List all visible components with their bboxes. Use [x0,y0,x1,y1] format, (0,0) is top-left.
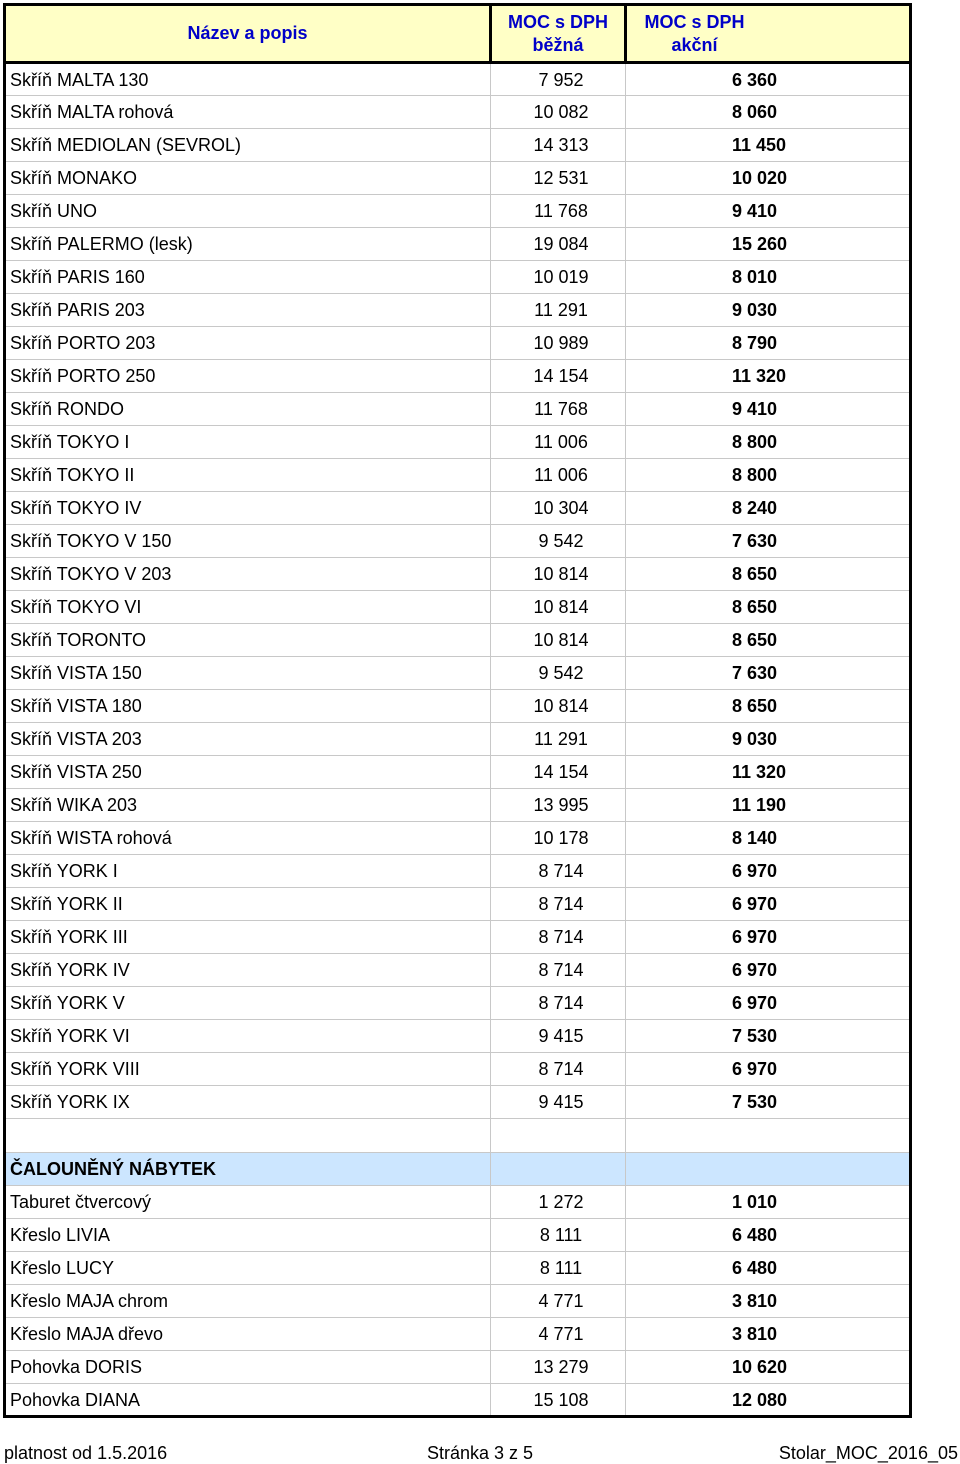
sale-price-cell: 11 190 [626,789,911,822]
regular-price-cell: 8 714 [491,954,626,987]
table-row [5,624,911,657]
product-name-cell: Skříň YORK I [5,855,491,888]
sale-price-cell: 8 010 [626,261,911,294]
sale-price-cell: 6 970 [626,888,911,921]
table-row [5,228,911,261]
table-row [5,1020,911,1053]
header-regular-line-1: MOC s DPH [507,11,608,32]
table-row [5,954,911,987]
regular-price-cell: 11 291 [491,723,626,756]
product-name-cell: Skříň VISTA 150 [5,657,491,690]
table-row [5,987,911,1020]
sale-price-cell: 9 410 [626,195,911,228]
regular-price-cell: 12 531 [491,162,626,195]
regular-price-cell: 9 542 [491,657,626,690]
table-row [5,426,911,459]
regular-price-cell: 10 814 [491,624,626,657]
sale-price-cell: 11 450 [626,129,911,162]
sale-price-cell: 7 530 [626,1086,911,1119]
sale-price-cell: 7 630 [626,657,911,690]
table-row [5,1252,911,1285]
page-footer [0,1442,960,1464]
regular-price-cell: 11 768 [491,195,626,228]
table-row [5,63,911,96]
regular-price-cell: 15 108 [491,1384,626,1417]
product-name-cell: Skříň PALERMO (lesk) [5,228,491,261]
sale-price-cell: 6 970 [626,921,911,954]
product-name-cell: Skříň PARIS 160 [5,261,491,294]
product-name-cell: Skříň YORK VI [5,1020,491,1053]
table-row [5,723,911,756]
product-name-cell: Pohovka DIANA [5,1384,491,1417]
sale-price-cell: 7 530 [626,1020,911,1053]
table-row [5,1384,911,1417]
product-name-cell: Skříň VISTA 203 [5,723,491,756]
footer-page-number: Stránka 3 z 5 [427,1443,534,1463]
header-sale-line-1: MOC s DPH [644,11,745,32]
product-name-cell: Skříň WISTA rohová [5,822,491,855]
sale-price-cell: 3 810 [626,1285,911,1318]
product-name-cell: Skříň TOKYO I [5,426,491,459]
table-row [5,1086,911,1119]
table-row [5,690,911,723]
table-row [5,1285,911,1318]
product-name-cell: Skříň TOKYO IV [5,492,491,525]
regular-price-cell: 1 272 [491,1186,626,1219]
product-name-cell: Křeslo MAJA dřevo [5,1318,491,1351]
table-row [5,393,911,426]
sale-price-cell: 10 620 [626,1351,911,1384]
product-name-cell: Křeslo LUCY [5,1252,491,1285]
header-sale-line-2: akční [671,34,718,55]
table-row [5,459,911,492]
product-name-cell: Skříň TOKYO V 150 [5,525,491,558]
regular-price-cell: 14 154 [491,360,626,393]
price-list-sheet [3,3,909,1418]
table-row [5,1351,911,1384]
table-row [5,492,911,525]
product-name-cell: Skříň PARIS 203 [5,294,491,327]
regular-price-cell: 10 814 [491,591,626,624]
section-title: ČALOUNĚNÝ NÁBYTEK [5,1153,491,1186]
table-row [5,96,911,129]
regular-price-cell: 13 995 [491,789,626,822]
regular-price-cell: 10 304 [491,492,626,525]
product-name-cell: Skříň VISTA 180 [5,690,491,723]
sale-price-cell: 8 650 [626,690,911,723]
regular-price-cell: 8 714 [491,888,626,921]
header-row [5,5,911,63]
regular-price-cell: 7 952 [491,63,626,96]
table-row [5,1053,911,1086]
product-name-cell: Křeslo LIVIA [5,1219,491,1252]
sale-price-cell: 6 970 [626,855,911,888]
regular-price-cell: 9 415 [491,1020,626,1053]
product-name-cell: Skříň MALTA rohová [5,96,491,129]
table-row [5,822,911,855]
table-row [5,888,911,921]
table-row [5,1219,911,1252]
regular-price-cell: 8 714 [491,987,626,1020]
section-heading-row [5,1153,911,1186]
spacer-row [5,1119,911,1153]
table-row [5,756,911,789]
sale-price-cell: 11 320 [626,360,911,393]
product-name-cell: Skříň YORK II [5,888,491,921]
product-name-cell: Pohovka DORIS [5,1351,491,1384]
product-name-cell: Skříň YORK IX [5,1086,491,1119]
sale-price-cell: 15 260 [626,228,911,261]
regular-price-cell: 11 006 [491,459,626,492]
sale-price-cell: 6 970 [626,987,911,1020]
table-row [5,1318,911,1351]
regular-price-cell: 10 019 [491,261,626,294]
footer-validity: platnost od 1.5.2016 [4,1443,168,1463]
regular-price-cell: 11 768 [491,393,626,426]
sale-price-cell: 10 020 [626,162,911,195]
product-name-cell: Skříň YORK V [5,987,491,1020]
footer-file-name: Stolar_MOC_2016_05 [778,1443,958,1463]
table-row [5,195,911,228]
product-name-cell: Skříň TOKYO V 203 [5,558,491,591]
sale-price-cell: 6 360 [626,63,911,96]
table-row [5,360,911,393]
product-name-cell: Skříň TORONTO [5,624,491,657]
sale-price-cell: 6 970 [626,954,911,987]
sale-price-cell: 8 800 [626,459,911,492]
table-row [5,921,911,954]
regular-price-cell: 8 714 [491,1053,626,1086]
table-row [5,261,911,294]
sale-price-cell: 8 650 [626,591,911,624]
product-name-cell: Skříň PORTO 250 [5,360,491,393]
table-row [5,591,911,624]
sale-price-cell: 11 320 [626,756,911,789]
sale-price-cell: 6 970 [626,1053,911,1086]
sale-price-cell: 1 010 [626,1186,911,1219]
product-name-cell: Skříň MEDIOLAN (SEVROL) [5,129,491,162]
sale-price-cell: 6 480 [626,1219,911,1252]
regular-price-cell: 8 111 [491,1219,626,1252]
table-row [5,1186,911,1219]
sale-price-cell: 7 630 [626,525,911,558]
product-name-cell: Skříň MALTA 130 [5,63,491,96]
table-row [5,294,911,327]
regular-price-cell: 4 771 [491,1318,626,1351]
header-regular-line-2: běžná [532,34,584,55]
regular-price-cell: 11 291 [491,294,626,327]
sale-price-cell: 3 810 [626,1318,911,1351]
sale-price-cell: 8 140 [626,822,911,855]
regular-price-cell: 8 714 [491,855,626,888]
sale-price-cell: 8 060 [626,96,911,129]
sale-price-cell: 6 480 [626,1252,911,1285]
regular-price-cell: 10 814 [491,690,626,723]
sale-price-cell: 9 030 [626,294,911,327]
regular-price-cell: 4 771 [491,1285,626,1318]
sale-price-cell: 8 800 [626,426,911,459]
sale-price-cell: 9 410 [626,393,911,426]
table-row [5,327,911,360]
product-name-cell: Skříň PORTO 203 [5,327,491,360]
product-name-cell: Skříň YORK VIII [5,1053,491,1086]
sale-price-cell: 8 790 [626,327,911,360]
product-name-cell: Skříň RONDO [5,393,491,426]
product-name-cell: Skříň TOKYO VI [5,591,491,624]
regular-price-cell: 9 542 [491,525,626,558]
table-header [5,5,911,63]
table-row [5,525,911,558]
product-name-cell: Skříň MONAKO [5,162,491,195]
regular-price-cell: 9 415 [491,1086,626,1119]
product-name-cell: Skříň YORK III [5,921,491,954]
product-name-cell: Skříň UNO [5,195,491,228]
regular-price-cell: 8 714 [491,921,626,954]
table-row [5,789,911,822]
regular-price-cell: 10 814 [491,558,626,591]
table-row [5,129,911,162]
table-row [5,657,911,690]
regular-price-cell: 10 082 [491,96,626,129]
regular-price-cell: 10 989 [491,327,626,360]
product-name-cell: Skříň VISTA 250 [5,756,491,789]
product-name-cell: Skříň YORK IV [5,954,491,987]
sale-price-cell: 8 650 [626,624,911,657]
price-table [3,3,912,1418]
regular-price-cell: 19 084 [491,228,626,261]
product-name-cell: Skříň WIKA 203 [5,789,491,822]
header-sale-price [626,5,911,63]
sale-price-cell: 8 650 [626,558,911,591]
table-body [5,63,911,1417]
regular-price-cell: 10 178 [491,822,626,855]
header-name: Název a popis [5,5,491,63]
regular-price-cell: 14 313 [491,129,626,162]
product-name-cell: Skříň TOKYO II [5,459,491,492]
sale-price-cell: 8 240 [626,492,911,525]
regular-price-cell: 13 279 [491,1351,626,1384]
regular-price-cell: 14 154 [491,756,626,789]
sale-price-cell: 9 030 [626,723,911,756]
table-row [5,558,911,591]
product-name-cell: Taburet čtvercový [5,1186,491,1219]
product-name-cell: Křeslo MAJA chrom [5,1285,491,1318]
header-regular-price [491,5,626,63]
regular-price-cell: 8 111 [491,1252,626,1285]
table-row [5,855,911,888]
table-row [5,162,911,195]
sale-price-cell: 12 080 [626,1384,911,1417]
regular-price-cell: 11 006 [491,426,626,459]
